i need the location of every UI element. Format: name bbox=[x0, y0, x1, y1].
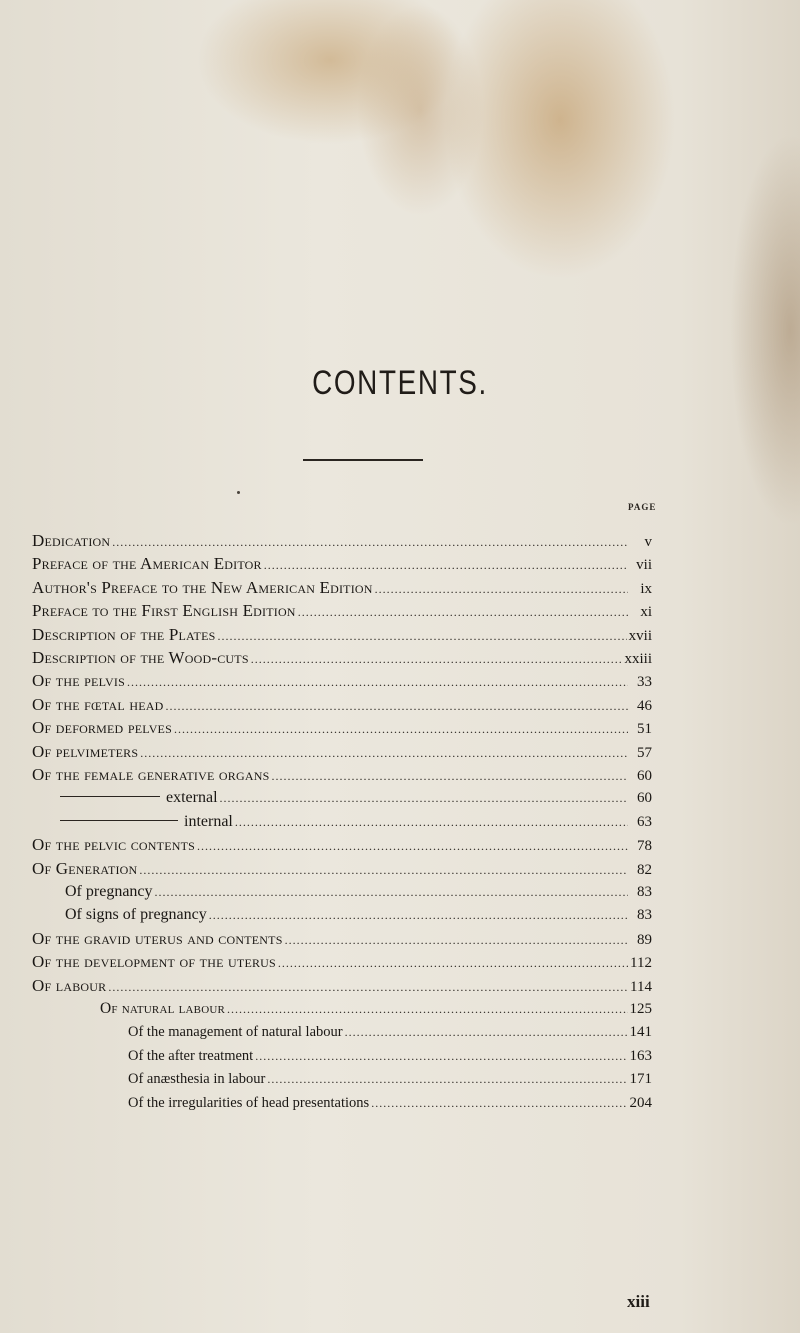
toc-entry-label: Of natural labour bbox=[100, 1000, 226, 1017]
toc-entry-label: Preface of the American Editor bbox=[32, 554, 262, 574]
dot-leader bbox=[165, 694, 628, 718]
dot-leader bbox=[127, 670, 628, 694]
toc-entry-label: Of signs of pregnancy bbox=[65, 906, 207, 924]
ditto-dash bbox=[60, 796, 160, 797]
toc-entry-page: 78 bbox=[637, 838, 652, 855]
toc-entry-page: 141 bbox=[629, 1024, 652, 1041]
dot-leader bbox=[112, 530, 628, 554]
toc-entry-page: 114 bbox=[630, 978, 652, 995]
toc-entry-label: Dedication bbox=[32, 531, 111, 550]
toc-entry-page: 83 bbox=[637, 884, 652, 900]
toc-entry bbox=[32, 552, 652, 576]
toc-entry-label: Of the management of natural labour bbox=[128, 1024, 343, 1041]
toc-entry-page: 125 bbox=[629, 1001, 652, 1017]
toc-entry-page: 60 bbox=[637, 790, 652, 807]
toc-entry-label: Of the after treatment bbox=[128, 1047, 254, 1064]
toc-entry-label: Description of the Plates bbox=[32, 624, 216, 644]
toc-entry-page: xi bbox=[640, 604, 652, 621]
ink-speck bbox=[237, 491, 240, 494]
toc-entry bbox=[32, 974, 652, 998]
dot-leader bbox=[155, 880, 628, 904]
page-folio: xiii bbox=[627, 1292, 650, 1311]
page-title: CONTENTS. bbox=[312, 364, 488, 402]
toc-entry bbox=[128, 1020, 652, 1044]
toc-entry bbox=[32, 927, 652, 951]
toc-entry bbox=[100, 997, 652, 1021]
toc-entry-page: 82 bbox=[637, 861, 652, 878]
toc-entry-label: Of the development of the uterus bbox=[32, 952, 276, 972]
toc-entry-page: 46 bbox=[637, 697, 652, 714]
dot-leader bbox=[345, 1020, 628, 1044]
toc-entry bbox=[128, 1044, 652, 1068]
toc-entry bbox=[32, 740, 652, 764]
dot-leader bbox=[197, 834, 628, 858]
dot-leader bbox=[255, 1044, 627, 1068]
dot-leader bbox=[218, 624, 627, 648]
dot-leader bbox=[108, 975, 628, 999]
toc-entry-label: Of the gravid uterus and contents bbox=[32, 928, 283, 948]
dot-leader bbox=[235, 810, 628, 834]
dot-leader bbox=[278, 951, 628, 975]
toc-entry bbox=[128, 1091, 652, 1115]
toc-entry-label: Of anæsthesia in labour bbox=[128, 1071, 266, 1088]
dot-leader bbox=[220, 786, 628, 810]
toc-entry-page: v bbox=[644, 534, 652, 550]
toc-entry bbox=[32, 599, 652, 623]
toc-entry bbox=[128, 1067, 652, 1091]
title-rule bbox=[303, 459, 423, 461]
toc-entry-label: Of the pelvis bbox=[32, 671, 125, 691]
toc-entry-page: 33 bbox=[637, 674, 652, 691]
dot-leader bbox=[140, 741, 628, 765]
dot-leader bbox=[251, 647, 623, 671]
toc-entry-label: Of the irregularities of head presentations bbox=[128, 1094, 370, 1111]
dot-leader bbox=[139, 858, 628, 882]
toc-entry bbox=[32, 716, 652, 740]
toc-entry-label: Of deformed pelves bbox=[32, 718, 172, 738]
dot-leader bbox=[285, 928, 628, 952]
toc-entry-label: Description of the Wood-cuts bbox=[32, 648, 249, 667]
toc-entry-page: 163 bbox=[629, 1047, 652, 1064]
toc-entry-label: Of the female generative organs bbox=[32, 765, 270, 784]
dot-leader bbox=[375, 577, 628, 601]
toc-entry-page: xvii bbox=[628, 627, 652, 644]
toc-entry-page: vii bbox=[636, 557, 652, 574]
toc-entry-label: internal bbox=[184, 812, 233, 830]
toc-entry bbox=[32, 623, 652, 647]
toc-entry bbox=[32, 693, 652, 717]
toc-entry-page: 63 bbox=[637, 813, 652, 830]
toc-entry-label: Of the fœtal head bbox=[32, 694, 164, 714]
toc-entry-page: 89 bbox=[637, 931, 652, 948]
toc-entry-label: Of Generation bbox=[32, 858, 138, 878]
toc-entry bbox=[32, 857, 652, 881]
toc-entry bbox=[65, 880, 652, 904]
toc-entry-page: 112 bbox=[630, 955, 652, 972]
toc-entry bbox=[60, 810, 652, 834]
toc-entry-page: 51 bbox=[637, 721, 652, 738]
ditto-dash bbox=[60, 820, 178, 821]
dot-leader bbox=[209, 903, 628, 927]
dot-leader bbox=[371, 1091, 627, 1115]
toc-entry bbox=[65, 903, 652, 927]
toc-entry bbox=[32, 576, 652, 600]
toc-entry-page: 204 bbox=[629, 1094, 652, 1111]
dot-leader bbox=[267, 1067, 627, 1091]
toc-entry bbox=[32, 529, 652, 553]
toc-entry bbox=[32, 646, 652, 670]
toc-entry bbox=[32, 950, 652, 974]
toc-entry bbox=[60, 786, 652, 810]
dot-leader bbox=[271, 764, 628, 788]
toc-entry-page: 83 bbox=[637, 907, 652, 924]
toc-entry-label: Author's Preface to the New American Edition bbox=[32, 577, 373, 597]
dot-leader bbox=[298, 600, 628, 624]
toc-entry-page: ix bbox=[640, 580, 652, 597]
toc-entry-page: 171 bbox=[629, 1071, 652, 1088]
toc-entry-label: Of pelvimeters bbox=[32, 741, 139, 761]
toc-entry-label: external bbox=[166, 789, 218, 807]
toc-entry-page: 57 bbox=[637, 744, 652, 761]
toc-entry-label: Of pregnancy bbox=[65, 883, 153, 900]
toc-entry bbox=[32, 669, 652, 693]
page-column-label: PAGE bbox=[628, 502, 657, 512]
toc-entry-page: 60 bbox=[637, 768, 652, 784]
toc-entry-label: Preface to the First English Edition bbox=[32, 601, 296, 621]
toc-entry-page: xxiii bbox=[624, 651, 652, 667]
toc-entry bbox=[32, 763, 652, 787]
dot-leader bbox=[174, 717, 628, 741]
toc-entry-label: Of the pelvic contents bbox=[32, 835, 195, 855]
dot-leader bbox=[264, 553, 628, 577]
dot-leader bbox=[227, 997, 627, 1021]
toc-entry bbox=[32, 833, 652, 857]
toc-entry-label: Of labour bbox=[32, 975, 107, 995]
